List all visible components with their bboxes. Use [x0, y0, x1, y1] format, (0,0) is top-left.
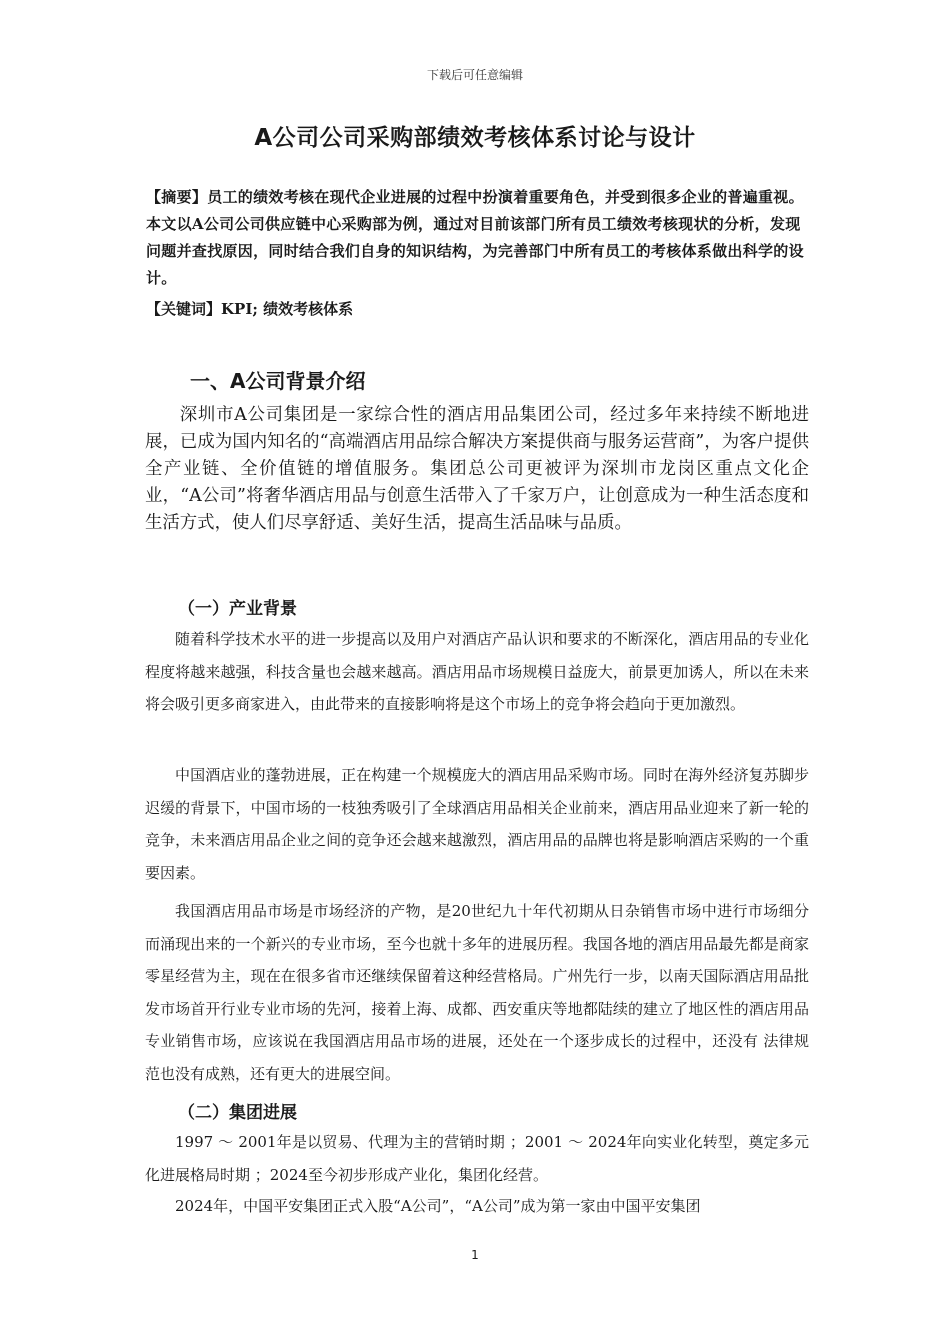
industry-paragraph-1: 随着科学技术水平的进一步提高以及用户对酒店产品认识和要求的不断深化，酒店用品的专业化程度将越来越强，科技含量也会越来越高。酒店用品市场规模日益庞大，前景更加诱人，所以在未来将会吸引更多商家进入，由此带来的直接影响将是这个市场上的竞争将会趋向于更加激烈。 [145, 630, 809, 713]
section-intro-paragraph: 深圳市A公司集团是一家综合性的酒店用品集团公司，经过多年来持续不断地进展，已成为国内知名的“高端酒店用品综合解决方案提供商与服务运营商”，为客户提供全产业链、全价值链的增值服务。集团总公司更被评为深圳市龙岗区重点文化企业，“A公司”将奢华酒店用品与创意生活带入了千家万户，让创意成为一种生活态度和生活方式，使人们尽享舒适、美好生活，提高生活品味与品质。 [145, 405, 809, 533]
document-title: A公司公司采购部绩效考核体系讨论与设计 [254, 125, 696, 151]
subsection-heading-industry: （一）产业背景 [178, 599, 297, 619]
keywords-label: 【关键词】 [146, 300, 222, 318]
abstract-text: 员工的绩效考核在现代企业进展的过程中扮演着重要角色，并受到很多企业的普遍重视。本文以A公司公司供应链中心采购部为例，通过对目前该部门所有员工绩效考核现状的分析，发现问题并查找原因，同时结合我们自身的知识结构，为完善部门中所有员工的考核体系做出科学的设计。 [146, 188, 804, 287]
page-number: 1 [471, 1248, 479, 1262]
section-heading-background: 一、A公司背景介绍 [190, 369, 366, 393]
page-header: 下载后可任意编辑 [426, 68, 523, 82]
keywords-text: KPI; 绩效考核体系 [221, 300, 354, 318]
group-paragraph-2: 2024年，中国平安集团正式入股“A公司”，“A公司”成为第一家由中国平安集团 [175, 1197, 701, 1215]
subsection-heading-group: （二）集团进展 [178, 1103, 297, 1123]
industry-paragraph-2: 中国酒店业的蓬勃进展，正在构建一个规模庞大的酒店用品采购市场。同时在海外经济复苏脚步迟缓的背景下，中国市场的一枝独秀吸引了全球酒店用品相关企业前来，酒店用品业迎来了新一轮的竞争，未来酒店用品企业之间的竞争还会越来越激烈，酒店用品的品牌也将是影响酒店采购的一个重要因素。 [145, 766, 809, 882]
abstract [146, 184, 806, 292]
abstract-label: 【摘要】 [146, 188, 208, 206]
group-paragraph-1: 1997 ～ 2001年是以贸易、代理为主的营销时期 ；2001 ～ 2024年向实业化转型，奠定多元化进展格局时期 ；2024至今初步形成产业化，集团化经营。 [145, 1133, 809, 1184]
keywords [146, 296, 806, 323]
industry-paragraph-3: 我国酒店用品市场是市场经济的产物，是20世纪九十年代初期从日杂销售市场中进行市场细分而涌现出来的一个新兴的专业市场，至今也就十多年的进展历程。我国各地的酒店用品最先都是商家零星经营为主，现在在很多省市还继续保留着这种经营格局。广州先行一步，以南天国际酒店用品批发市场首开行业专业市场的先河，接着上海、成都、西安重庆等地都陆续的建立了地区性的酒店用品专业销售市场，应该说在我国酒店用品市场的进展，还处在一个逐步成长的过程中，还没有 法律规范也没有成熟，还有更大的进展空间。 [145, 902, 809, 1083]
